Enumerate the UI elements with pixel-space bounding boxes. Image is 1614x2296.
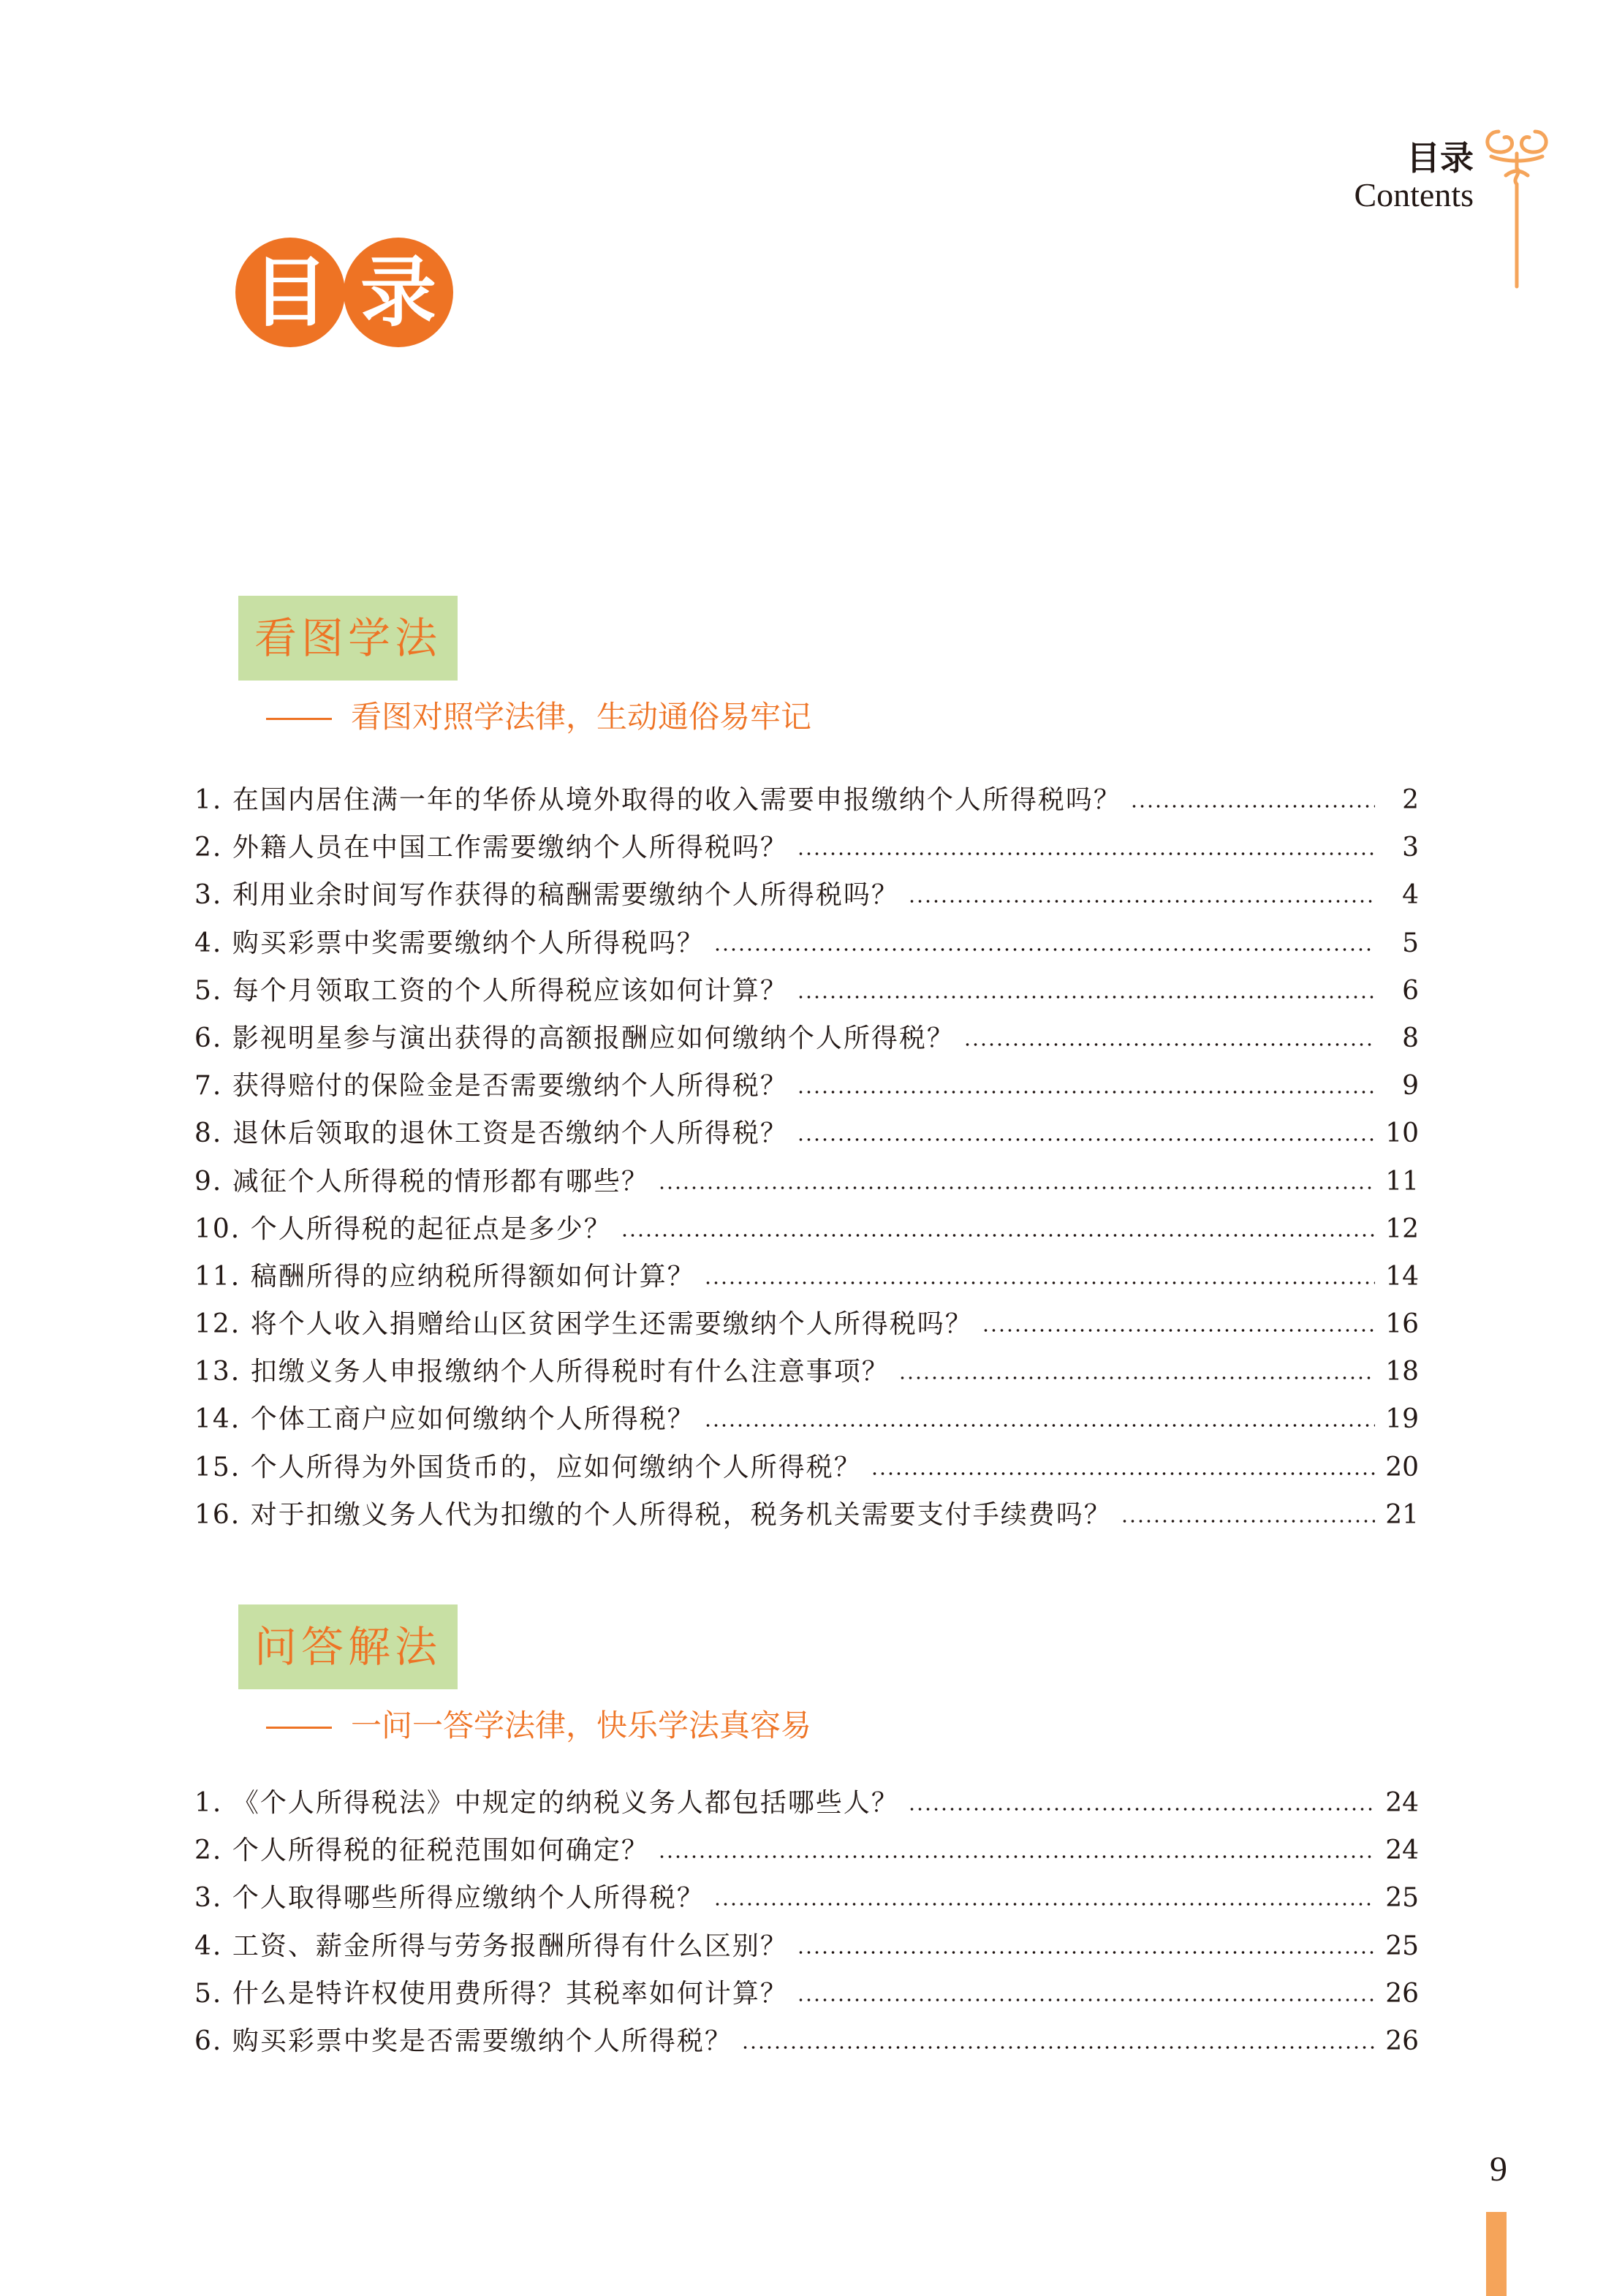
toc-entry-label: 外籍人员在中国工作需要缴纳个人所得税吗？ — [232, 833, 788, 863]
toc-entry[interactable] — [194, 1348, 1419, 1395]
toc-entry-title — [194, 1444, 862, 1491]
toc-entry-label: 对于扣缴义务人代为扣缴的个人所得税，税务机关需要支付手续费吗？ — [250, 1499, 1112, 1530]
toc-leader-dots — [658, 1186, 1375, 1190]
toc-entry-page: 26 — [1385, 2026, 1419, 2056]
toc-entry-title — [194, 1395, 695, 1443]
toc-entry-number: 7. — [194, 1071, 223, 1102]
toc-entry-page: 5 — [1402, 928, 1419, 958]
toc-entry[interactable] — [194, 1444, 1419, 1491]
toc-entry-title — [194, 1970, 788, 2017]
toc-entry[interactable] — [194, 1779, 1419, 1827]
toc-entry-label: 利用业余时间写作获得的稿酬需要缴纳个人所得税吗？ — [232, 880, 899, 911]
title-char-2: 录 — [344, 238, 453, 347]
toc-entry-label: 获得赔付的保险金是否需要缴纳个人所得税？ — [232, 1071, 788, 1102]
toc-entry-label: 稿酬所得的应纳税所得额如何计算？ — [250, 1261, 695, 1292]
toc-entry-number: 1. — [194, 785, 223, 815]
toc-entry-title — [194, 1015, 955, 1062]
toc-leader-dots — [982, 1328, 1375, 1333]
toc-entry[interactable] — [194, 1158, 1419, 1205]
toc-entry-title — [194, 1779, 899, 1827]
toc-entry[interactable] — [194, 1922, 1419, 1970]
toc-entry-page: 14 — [1385, 1261, 1419, 1292]
toc-entry-number: 14. — [194, 1404, 241, 1435]
running-header-subtitle: Contents — [1354, 176, 1474, 213]
toc-entry-number: 2. — [194, 1835, 223, 1866]
toc-entry-number: 2. — [194, 833, 223, 863]
toc-entry-page: 25 — [1385, 1931, 1419, 1961]
toc-leader-dots — [713, 1902, 1375, 1906]
toc-entry[interactable] — [194, 967, 1419, 1015]
toc-entry-number: 13. — [194, 1357, 241, 1387]
toc-entry[interactable] — [194, 1827, 1419, 1874]
toc-leader-dots — [713, 947, 1375, 952]
toc-entry-title — [194, 1922, 788, 1970]
toc-entry[interactable] — [194, 1015, 1419, 1062]
toc-leader-dots — [797, 1998, 1375, 2002]
toc-entry-page: 2 — [1402, 785, 1419, 815]
toc-entry-page: 26 — [1385, 1978, 1419, 2009]
toc-entry-number: 9. — [194, 1166, 223, 1197]
toc-entry-page: 8 — [1402, 1023, 1419, 1053]
toc-entry-number: 4. — [194, 928, 223, 958]
toc-leader-dots — [797, 995, 1375, 999]
toc-entry-title — [194, 1110, 788, 1157]
toc-entry[interactable] — [194, 776, 1419, 824]
toc-list-2 — [194, 1779, 1419, 2065]
toc-leader-dots — [621, 1233, 1375, 1238]
toc-entry-label: 扣缴义务人申报缴纳个人所得税时有什么注意事项？ — [250, 1357, 890, 1387]
toc-entry[interactable] — [194, 1300, 1419, 1348]
toc-entry-page: 3 — [1402, 833, 1419, 863]
toc-leader-dots — [704, 1281, 1375, 1285]
toc-entry-number: 11. — [194, 1261, 241, 1292]
toc-entry-page: 24 — [1385, 1835, 1419, 1866]
running-header-title: 目录 — [1406, 138, 1474, 178]
toc-entry-label: 个人所得税的起征点是多少？ — [250, 1213, 612, 1244]
toc-entry-title — [194, 1253, 695, 1300]
toc-entry-label: 减征个人所得税的情形都有哪些？ — [232, 1166, 649, 1197]
toc-leader-dots — [963, 1042, 1375, 1047]
section-tag-1: 看图学法 — [238, 596, 458, 681]
toc-entry-number: 10. — [194, 1213, 241, 1244]
toc-entry-number: 3. — [194, 880, 223, 911]
toc-leader-dots — [898, 1376, 1375, 1380]
toc-entry-label: 个体工商户应如何缴纳个人所得税？ — [250, 1404, 695, 1435]
toc-leader-dots — [908, 899, 1375, 903]
section-subtitle-1 — [266, 693, 811, 737]
toc-entry-label: 什么是特许权使用费所得？其税率如何计算？ — [232, 1978, 788, 2009]
toc-entry-title — [194, 871, 899, 919]
toc-entry-label: 工资、薪金所得与劳务报酬所得有什么区别？ — [232, 1931, 788, 1961]
toc-entry-number: 5. — [194, 975, 223, 1006]
toc-entry-page: 24 — [1385, 1788, 1419, 1818]
toc-entry-label: 影视明星参与演出获得的高额报酬应如何缴纳个人所得税？ — [232, 1023, 955, 1053]
toc-entry-page: 18 — [1385, 1357, 1419, 1387]
toc-entry-label: 购买彩票中奖需要缴纳个人所得税吗？ — [232, 928, 705, 958]
toc-leader-dots — [797, 1950, 1375, 1955]
toc-entry-page: 9 — [1402, 1071, 1419, 1102]
toc-entry[interactable] — [194, 824, 1419, 871]
toc-entry-number: 8. — [194, 1118, 223, 1149]
section-subtitle-text-2: 一问一答学法律，快乐学法真容易 — [351, 1708, 812, 1743]
section-subtitle-2 — [266, 1702, 811, 1746]
subtitle-dash — [266, 718, 332, 720]
toc-leader-dots — [741, 2045, 1375, 2050]
toc-entry[interactable] — [194, 871, 1419, 919]
toc-entry-title — [194, 2017, 732, 2065]
toc-entry-page: 19 — [1385, 1404, 1419, 1435]
toc-entry-title — [194, 1300, 973, 1348]
toc-leader-dots — [797, 852, 1375, 856]
subtitle-dash — [266, 1727, 332, 1729]
toc-entry[interactable] — [194, 1395, 1419, 1443]
toc-entry[interactable] — [194, 1205, 1419, 1253]
toc-entry-title — [194, 1348, 890, 1395]
section-subtitle-text-1: 看图对照学法律，生动通俗易牢记 — [351, 699, 812, 735]
toc-entry-title — [194, 776, 1121, 824]
toc-leader-dots — [797, 1090, 1375, 1094]
toc-entry-page: 20 — [1385, 1452, 1419, 1482]
toc-entry-title — [194, 1062, 788, 1110]
toc-entry-page: 12 — [1385, 1213, 1419, 1244]
toc-entry-label: 《个人所得税法》中规定的纳税义务人都包括哪些人？ — [232, 1788, 899, 1818]
toc-entry-number: 15. — [194, 1452, 241, 1482]
toc-entry[interactable] — [194, 1491, 1419, 1539]
toc-leader-dots — [1121, 1519, 1375, 1523]
toc-entry-page: 25 — [1385, 1883, 1419, 1914]
toc-entry[interactable] — [194, 1253, 1419, 1300]
toc-entry-title — [194, 1158, 649, 1205]
toc-entry[interactable] — [194, 1062, 1419, 1110]
toc-entry-number: 1. — [194, 1788, 223, 1818]
toc-entry-label: 退休后领取的退休工资是否缴纳个人所得税？ — [232, 1118, 788, 1149]
toc-entry[interactable] — [194, 920, 1419, 967]
toc-entry-page: 11 — [1385, 1166, 1419, 1197]
toc-entry-number: 6. — [194, 2026, 223, 2056]
toc-entry-label: 个人所得税的征税范围如何确定？ — [232, 1835, 649, 1866]
toc-entry-label: 个人取得哪些所得应缴纳个人所得税？ — [232, 1883, 705, 1914]
toc-list-1 — [194, 776, 1419, 1539]
toc-entry-page: 16 — [1385, 1309, 1419, 1340]
toc-entry-label: 购买彩票中奖是否需要缴纳个人所得税？ — [232, 2026, 732, 2056]
toc-entry-number: 6. — [194, 1023, 223, 1053]
toc-entry-number: 12. — [194, 1309, 241, 1340]
toc-leader-dots — [704, 1423, 1375, 1428]
toc-entry-title — [194, 920, 705, 967]
scroll-ornament-icon — [1477, 124, 1557, 292]
toc-entry-title — [194, 1874, 705, 1922]
toc-entry-label: 将个人收入捐赠给山区贫困学生还需要缴纳个人所得税吗？ — [250, 1309, 973, 1340]
toc-entry[interactable] — [194, 1110, 1419, 1157]
toc-entry-page: 10 — [1385, 1118, 1419, 1149]
toc-entry-number: 16. — [194, 1499, 241, 1530]
toc-entry-label: 在国内居住满一年的华侨从境外取得的收入需要申报缴纳个人所得税吗？ — [232, 785, 1121, 815]
page-edge-bar — [1486, 2212, 1507, 2296]
toc-leader-dots — [797, 1137, 1375, 1142]
toc-entry[interactable] — [194, 1970, 1419, 2017]
toc-entry-title — [194, 1491, 1112, 1539]
toc-entry-label: 个人所得为外国货币的，应如何缴纳个人所得税？ — [250, 1452, 862, 1482]
toc-entry-page: 21 — [1385, 1499, 1419, 1530]
toc-leader-dots — [1130, 804, 1375, 808]
page-number: 9 — [1490, 2150, 1507, 2189]
toc-entry-page: 6 — [1402, 975, 1419, 1006]
toc-entry-title — [194, 967, 788, 1015]
title-char-1: 目 — [235, 238, 345, 347]
toc-entry[interactable] — [194, 2017, 1419, 2065]
section-tag-2: 问答解法 — [238, 1604, 458, 1689]
toc-entry[interactable] — [194, 1874, 1419, 1922]
toc-entry-title — [194, 1205, 612, 1253]
toc-entry-title — [194, 824, 788, 871]
toc-entry-page: 4 — [1402, 880, 1419, 911]
toc-entry-label: 每个月领取工资的个人所得税应该如何计算？ — [232, 975, 788, 1006]
toc-leader-dots — [658, 1854, 1375, 1859]
toc-leader-dots — [908, 1807, 1375, 1811]
toc-entry-number: 5. — [194, 1978, 223, 2009]
toc-entry-number: 4. — [194, 1931, 223, 1961]
toc-entry-number: 3. — [194, 1883, 223, 1914]
page-title — [235, 238, 455, 347]
toc-leader-dots — [871, 1471, 1375, 1476]
toc-entry-title — [194, 1827, 649, 1874]
